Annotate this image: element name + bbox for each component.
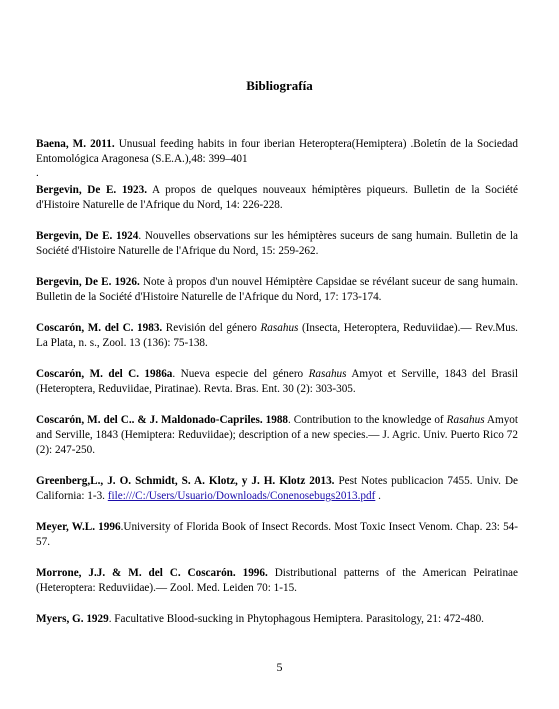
genus-name: Rasahus — [260, 322, 299, 334]
reference-text: Unusual feeding habits in four iberian Heteroptera(Hemiptera) .Boletín de la Sociedad Entomológica Aragonesa (S.E.A.),48: 399–401 — [36, 138, 518, 165]
reference-entry — [36, 566, 518, 596]
reference-text: A propos de quelques nouveaux hémiptères piqueurs. Bulletin de la Société d'Histoire Naturelle de l'Afrique du Nord, 14: 226-228. — [36, 184, 518, 211]
reference-text: . Nueva especie del género — [172, 368, 309, 380]
genus-name: Rasahus — [308, 368, 347, 380]
reference-link[interactable]: file:///C:/Users/Usuario/Downloads/Conenosebugs2013.pdf — [107, 490, 376, 502]
reference-author: Coscarón, M. del C. 1986a — [36, 368, 173, 380]
reference-author: Bergevin, De E. 1926. — [36, 276, 140, 288]
reference-entry — [36, 183, 518, 213]
reference-entry — [36, 413, 518, 458]
reference-author: Greenberg,L., J. O. Schmidt, S. A. Klotz, y J. H. Klotz 2013. — [36, 475, 335, 487]
reference-author: Coscarón, M. del C. 1983. — [36, 322, 163, 334]
reference-text: Pest Notes publicacion 7455. Univ. De California: 1-3. — [36, 475, 518, 502]
reference-entry — [36, 275, 518, 305]
reference-author: Baena, M. 2011. — [36, 138, 115, 150]
reference-entry — [36, 474, 518, 504]
reference-author: Bergevin, De E. 1924 — [36, 230, 139, 242]
reference-author: Meyer, W.L. 1996 — [36, 521, 121, 533]
reference-text: . — [375, 490, 381, 502]
reference-entry — [36, 229, 518, 259]
reference-author: Coscarón, M. del C.. & J. Maldonado-Capriles. 1988 — [36, 414, 289, 426]
reference-text: Revisión del género — [162, 322, 261, 334]
reference-author: Morrone, J.J. & M. del C. Coscarón. 1996. — [36, 567, 268, 579]
reference-text: .University of Florida Book of Insect Records. Most Toxic Insect Venom. Chap. 23: 54-57. — [36, 521, 518, 548]
reference-text: Distributional patterns of the American Peiratinae (Heteroptera: Reduviidae).— Zool. Med. Leiden 70: 1-15. — [36, 567, 518, 594]
reference-text: . Facultative Blood-sucking in Phytophagous Hemiptera. Parasitology, 21: 472-480. — [108, 613, 484, 625]
page-title: Bibliografía — [246, 78, 313, 93]
bibliography-list — [36, 137, 518, 627]
reference-text: Amyot and Serville, 1843 (Hemiptera: Reduviidae); description of a new species.— J. Agric. Univ. Puerto Rico 72 (2): 247-250. — [36, 414, 518, 456]
page-number: 5 — [276, 660, 283, 674]
reference-entry — [36, 321, 518, 351]
reference-text: Amyot et Serville, 1843 del Brasil (Heteroptera, Reduviidae, Piratinae). Revta. Bras. Ent. 30 (2): 303-305. — [36, 368, 518, 395]
reference-text: (Insecta, Heteroptera, Reduviidae).— Rev.Mus. La Plata, n. s., Zool. 13 (136): 75-138. — [36, 322, 518, 349]
reference-entry — [36, 612, 518, 627]
stray-dot: . — [36, 167, 39, 179]
reference-text: . Contribution to the knowledge of — [288, 414, 447, 426]
reference-author: Myers, G. 1929 — [36, 613, 109, 625]
reference-entry — [36, 137, 518, 167]
reference-text: Note à propos d'un nouvel Hémiptère Capsidae se révélant suceur de sang humain. Bulletin de la Société d'Histoire Naturelle de l'Afrique du Nord, 17: 173-174. — [36, 276, 518, 303]
genus-name: Rasahus — [446, 414, 485, 426]
reference-author: Bergevin, De E. 1923. — [36, 184, 148, 196]
reference-entry — [36, 520, 518, 550]
reference-text: . Nouvelles observations sur les hémiptères suceurs de sang humain. Bulletin de la Société d'Histoire Naturelle de l'Afrique du Nord, 15: 259-262. — [36, 230, 518, 257]
reference-entry — [36, 367, 518, 397]
